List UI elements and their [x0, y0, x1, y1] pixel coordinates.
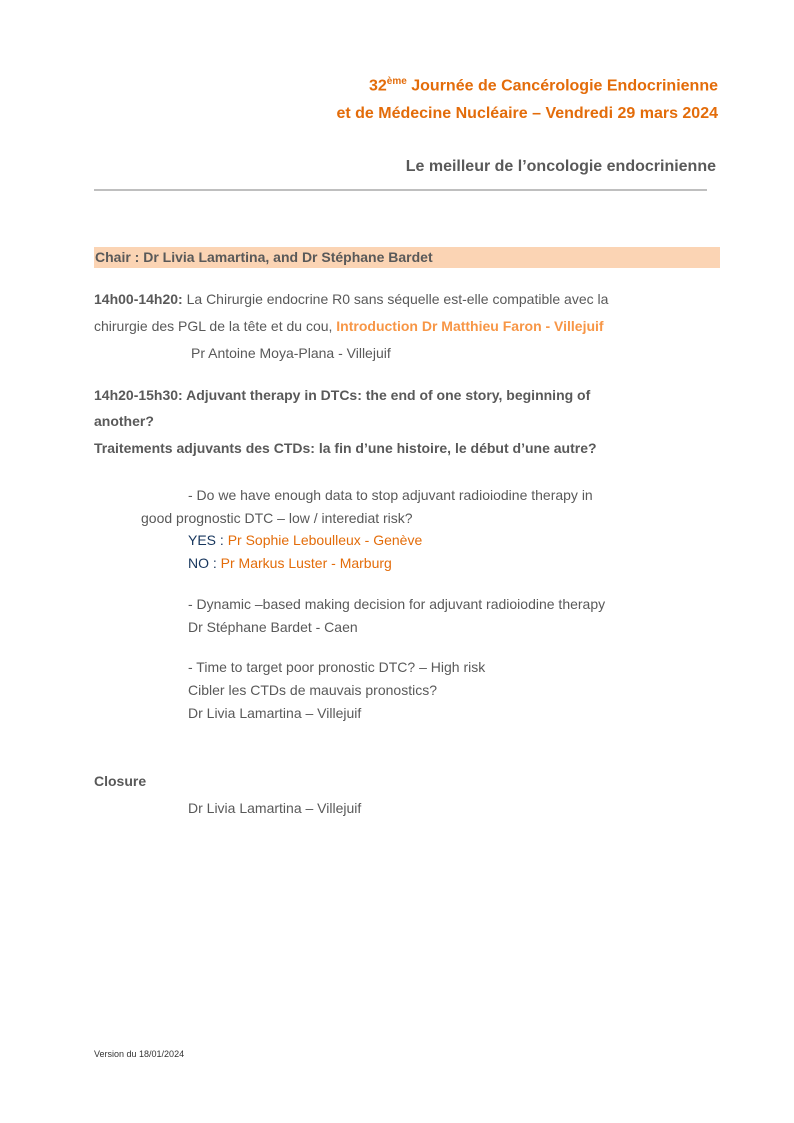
session-1-time: 14h00-14h20: — [94, 291, 183, 307]
session-1-intro: Introduction Dr Matthieu Faron - Villejuif — [336, 318, 604, 334]
session-2-heading-line-2: another? — [94, 413, 154, 429]
title-ordinal-suffix: ème — [386, 76, 407, 87]
item-3-line-2: Cibler les CTDs de mauvais pronostics? — [188, 682, 437, 698]
no-label: NO : — [188, 555, 221, 571]
closure-heading: Closure — [94, 773, 147, 789]
title-line-1-text: Journée de Cancérologie Endocrinienne — [406, 77, 718, 95]
item-2-speaker: Dr Stéphane Bardet - Caen — [188, 619, 358, 635]
item-1-line-2: good prognostic DTC – low / interediat risk? — [141, 510, 413, 526]
session-1-text-1: La Chirurgie endocrine R0 sans séquelle est-elle compatible avec la — [182, 291, 609, 307]
event-title-line-2: et de Médecine Nucléaire – Vendredi 29 mars 2024 — [336, 105, 718, 122]
closure-speaker: Dr Livia Lamartina – Villejuif — [188, 800, 362, 816]
item-3-line-1: - Time to target poor pronostic DTC? – High risk — [188, 659, 486, 675]
session-1-line-2 — [94, 318, 604, 334]
event-title-line-1 — [369, 76, 718, 95]
item-3-speaker: Dr Livia Lamartina – Villejuif — [188, 705, 362, 721]
no-speaker: Pr Markus Luster - Marburg — [220, 555, 392, 571]
session-2-heading-line-1: 14h20-15h30: Adjuvant therapy in DTCs: the end of one story, beginning of — [94, 387, 591, 403]
session-1-speaker: Pr Antoine Moya-Plana - Villejuif — [191, 345, 391, 361]
item-2-line-1: - Dynamic –based making decision for adjuvant radioiodine therapy — [188, 596, 606, 612]
session-1-text-2: chirurgie des PGL de la tête et du cou, — [94, 318, 337, 334]
header-divider — [94, 189, 707, 191]
item-1-line-1: - Do we have enough data to stop adjuvant radioiodine therapy in — [188, 487, 593, 503]
yes-speaker: Pr Sophie Leboulleux - Genève — [227, 532, 423, 548]
event-subtitle: Le meilleur de l’oncologie endocrinienne — [405, 158, 716, 175]
item-1-yes-line — [188, 532, 422, 548]
title-ordinal-number: 32 — [369, 77, 387, 95]
chair-line: Chair : Dr Livia Lamartina, and Dr Stéphane Bardet — [95, 249, 433, 265]
session-2-heading-line-3: Traitements adjuvants des CTDs: la fin d’une histoire, le début d’une autre? — [94, 440, 597, 456]
version-footer: Version du 18/01/2024 — [94, 1049, 185, 1059]
item-1-no-line — [188, 555, 392, 571]
session-1-line-1 — [94, 291, 608, 307]
yes-label: YES : — [188, 532, 228, 548]
